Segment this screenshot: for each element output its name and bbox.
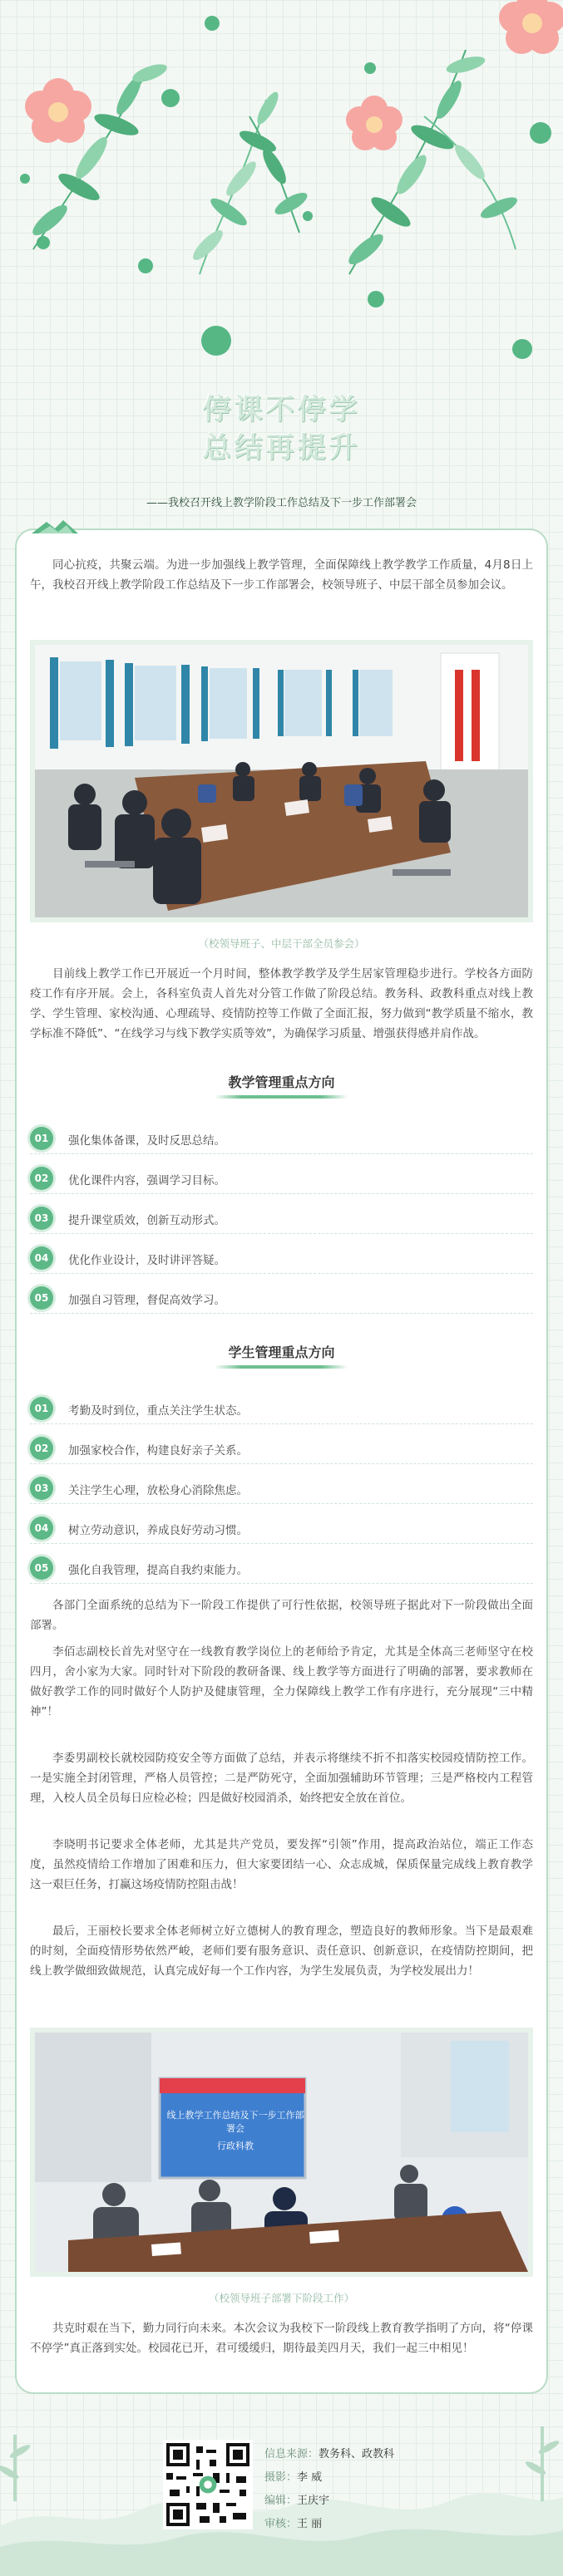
item-text: 优化作业设计，及时讲评答疑。 (68, 1254, 225, 1267)
teaching-section-title: 教学管理重点方向 (228, 1074, 335, 1090)
closing-paragraph: 共克时艰在当下，勤力同行向未来。本次会议为我校下一阶段线上教育教学指明了方向，将“停课不停学”真正落到实处。校园花已开，君可缓缓归，期待最美四月天，我们一起三中相见！ (30, 2322, 533, 2355)
item-divider (30, 1423, 533, 1424)
title-line-2: 总结再提升 (202, 431, 361, 465)
header (0, 0, 563, 524)
safety-paragraph: 李委男副校长就校园防疫安全等方面做了总结，并表示将继续不折不扣落实校园疫情防控工作。一是实施全封闭管理，严格人员管控；二是严防死守，全面加强辅助环节管理；三是严格校内工程管理，入校人员全员每日应检必检；四是做好校园消杀，始终把安全放在首位。 (30, 1752, 533, 1805)
teaching-item (30, 1122, 533, 1155)
item-text: 提升课堂质效，创新互动形式。 (68, 1214, 225, 1227)
flower-center (346, 96, 402, 150)
flower-left (25, 78, 91, 143)
source-line (264, 2445, 394, 2460)
item-divider (30, 1543, 533, 1544)
item-text: 考勤及时到位，重点关注学生状态。 (68, 1404, 248, 1418)
footer (0, 2401, 563, 2576)
floral-decoration (0, 0, 563, 391)
item-number: 03 (30, 1207, 53, 1230)
mountain-decoration (0, 2401, 563, 2576)
qr-code[interactable] (163, 2440, 253, 2529)
teaching-item (30, 1202, 533, 1235)
item-divider (30, 1193, 533, 1194)
item-number: 05 (30, 1286, 53, 1310)
summary-paragraph: 目前线上教学工作已开展近一个月时间，整体教学教学及学生居家管理稳步进行。学校各方面防疫工作有序开展。会上，各科室负责人首先对分管工作做了阶段总结。教务科、政教科重点对线上教学、学生管理、家校沟通、心理疏导、疫情防控等工作做了全面汇报，努力做到“教学质量不缩水，教学标准不降低”、“在线学习与线下教学实质等效”，为确保学习质量、增强获得感并肩作战。 (30, 967, 533, 1040)
secretary-paragraph: 李晓明书记要求全体老师，尤其是共产党员，要发挥“引领”作用，提高政治站位，端正工作态度，虽然疫情给工作增加了困难和压力，但大家要团结一心、众志成城，保质保量完成线上教育教学这一艰巨任务，打赢这场疫情防控阻击战！ (30, 1838, 533, 1891)
item-text: 加强自习管理，督促高效学习。 (68, 1294, 225, 1307)
title-line-1: 停课不停学 (202, 393, 361, 426)
item-text: 强化自我管理，提高自我约束能力。 (68, 1564, 248, 1577)
item-text: 加强家校合作，构建良好亲子关系。 (68, 1444, 248, 1458)
vice-principal-li-paragraph: 李佰志副校长首先对坚守在一线教育教学岗位上的老师给予肯定，尤其是全体高三老师坚守在校四月，舍小家为大家。同时针对下阶段的教研备课、线上教学等方面进行了明确的部署，要求教师在做好教学工作的同时做好个人防护及健康管理，全力保障线上教学工作有序进行，充分展现“三中精神”！ (30, 1645, 533, 1718)
reviewer-line (264, 2515, 322, 2530)
item-divider (30, 1273, 533, 1274)
meeting-scene-image (35, 645, 528, 917)
editor-value: 王庆宇 (297, 2495, 330, 2507)
item-text: 强化集体备课，及时反思总结。 (68, 1134, 225, 1148)
intro-paragraph: 同心抗疫，共聚云端。为进一步加强线上教学管理，全面保障线上教学教学工作质量，4月8日上午，我校召开线上教学阶段工作总结及下一步工作部署会，校领导班子、中层干部全员参加会议。 (30, 558, 533, 592)
item-divider (30, 1463, 533, 1464)
photo-2-caption: （校领导班子部署下阶段工作） (208, 2292, 354, 2304)
item-text: 关注学生心理，放松身心消除焦虑。 (68, 1484, 248, 1497)
student-item (30, 1432, 533, 1465)
leaf-ornament-icon (30, 519, 80, 535)
item-number: 01 (30, 1397, 53, 1420)
source-label: 信息来源： (264, 2448, 319, 2460)
teaching-item (30, 1241, 533, 1275)
editor-line (264, 2491, 329, 2507)
reviewer-value: 王 丽 (297, 2518, 323, 2530)
teaching-item (30, 1281, 533, 1315)
item-divider (30, 1153, 533, 1154)
reviewer-label: 审核： (264, 2518, 298, 2530)
item-text: 树立劳动意识，养成良好劳动习惯。 (68, 1524, 248, 1537)
student-item (30, 1392, 533, 1425)
leaf-branch-middle (189, 89, 310, 274)
banner-text-line-1: 线上教学工作总结及下一步工作部署会 (166, 2110, 304, 2134)
banner-text-line-2: 行政科教 (217, 2141, 254, 2151)
photographer-line (264, 2468, 322, 2484)
item-number: 04 (30, 1517, 53, 1540)
photographer-label: 摄影： (264, 2471, 298, 2484)
item-number: 02 (30, 1167, 53, 1190)
item-divider (30, 1583, 533, 1584)
item-divider (30, 1313, 533, 1314)
student-item (30, 1512, 533, 1545)
meeting-photo-1 (30, 640, 533, 922)
student-item (30, 1551, 533, 1585)
meeting-photo-2 (30, 2028, 533, 2277)
item-divider (30, 1233, 533, 1234)
item-text: 优化课件内容，强调学习目标。 (68, 1174, 225, 1187)
meeting-scene-image-2 (35, 2033, 528, 2272)
item-number: 01 (30, 1127, 53, 1150)
title-block (0, 391, 563, 467)
item-number: 05 (30, 1556, 53, 1580)
student-section-underline (215, 1365, 348, 1369)
teaching-section-underline (215, 1095, 348, 1099)
editor-label: 编辑： (264, 2495, 298, 2507)
teaching-item (30, 1162, 533, 1195)
student-item (30, 1472, 533, 1505)
item-number: 04 (30, 1246, 53, 1270)
principal-paragraph: 最后，王丽校长要求全体老师树立好立德树人的教育理念，塑造良好的教师形象。当下是最艰难的时刻，全面疫情形势依然严峻，老师们要有服务意识、责任意识、创新意识，在疫情防控期间，把线上教学做细致做规范，认真完成好每一个工作内容，为学生发展负责，为学校发展出力！ (30, 1925, 533, 1978)
item-number: 03 (30, 1477, 53, 1500)
student-section-title: 学生管理重点方向 (228, 1345, 335, 1360)
deployment-paragraph: 各部门全面系统的总结为下一阶段工作提供了可行性依据，校领导班子据此对下一阶段做出全面部署。 (30, 1599, 533, 1632)
qr-code-icon (166, 2443, 249, 2526)
photographer-value: 李 威 (297, 2471, 323, 2484)
leaf-branch-right (344, 50, 520, 274)
photo-1-caption: （校领导班子、中层干部全员参会） (198, 937, 365, 950)
item-divider (30, 1503, 533, 1504)
flower-top-right (499, 0, 563, 54)
source-value: 教务科、政教科 (319, 2448, 395, 2460)
item-number: 02 (30, 1437, 53, 1460)
subtitle: ——我校召开线上教学阶段工作总结及下一步工作部署会 (146, 497, 417, 509)
